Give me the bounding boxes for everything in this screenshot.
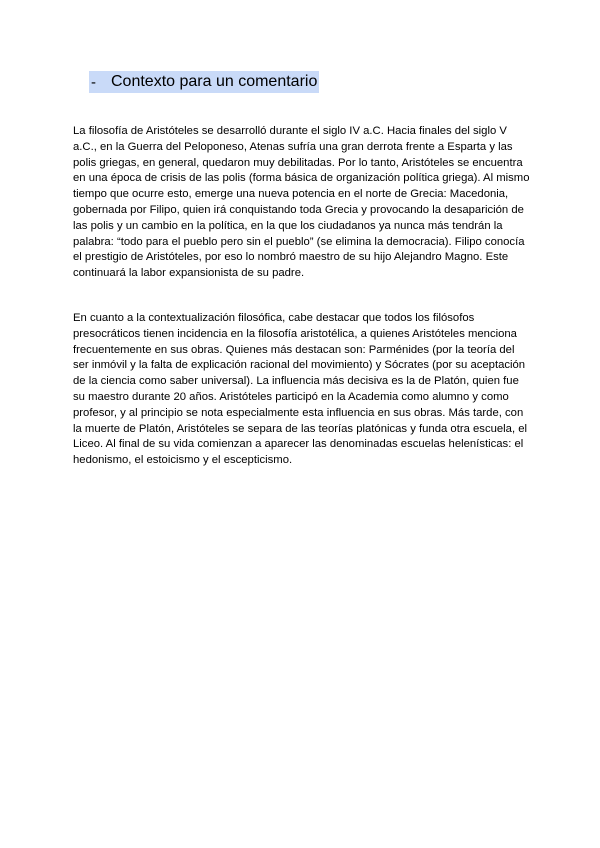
section-heading <box>89 71 319 93</box>
paragraph-philosophical-context: En cuanto a la contextualización filosófica, cabe destacar que todos los filósofos presocráticos tienen incidencia en la filosofía aristotélica, a quienes Aristóteles menciona frecuentemente en sus obras. Quienes más destacan son: Parménides (por la teoría del ser inmóvil y la falta de explicación racional del movimiento) y Sócrates (por su aceptación de la ciencia como saber universal). La influencia más decisiva es la de Platón, quien fue su maestro durante 20 años. Aristóteles participó en la Academia como alumno y como profesor, y al principio se nota especialmente esta influencia en sus obras. Más tarde, con la muerte de Platón, Aristóteles se separa de las teorías platónicas y funda otra escuela, el Liceo. Al final de su vida comienzan a aparecer las denominadas escuelas helenísticas: el hedonismo, el estoicismo y el escepticismo. <box>73 312 528 467</box>
heading-text: Contexto para un comentario <box>111 73 318 90</box>
paragraph-historical-context: La filosofía de Aristóteles se desarrolló durante el siglo IV a.C. Hacia finales del siglo V a.C., en la Guerra del Peloponeso, Atenas sufría una gran derrota frente a Esparta y las polis griegas, en general, quedaron muy debilitadas. Por lo tanto, Aristóteles se encuentra en una época de crisis de las polis (forma básica de organización política griega). Al mismo tiempo que ocurre esto, emerge una nueva potencia en el norte de Grecia: Macedonia, gobernada por Filipo, quien irá conquistando toda Grecia y provocando la desaparición de las polis y un cambio en la política, en la que los ciudadanos ya nunca más tendrán la palabra: “todo para el pueblo pero sin el pueblo” (se elimina la democracia). Filipo conocía el prestigio de Aristóteles, por eso lo nombró maestro de su hijo Alejandro Magno. Este continuará la labor expansionista de su padre. <box>73 125 530 280</box>
heading-bullet: - <box>91 73 96 91</box>
